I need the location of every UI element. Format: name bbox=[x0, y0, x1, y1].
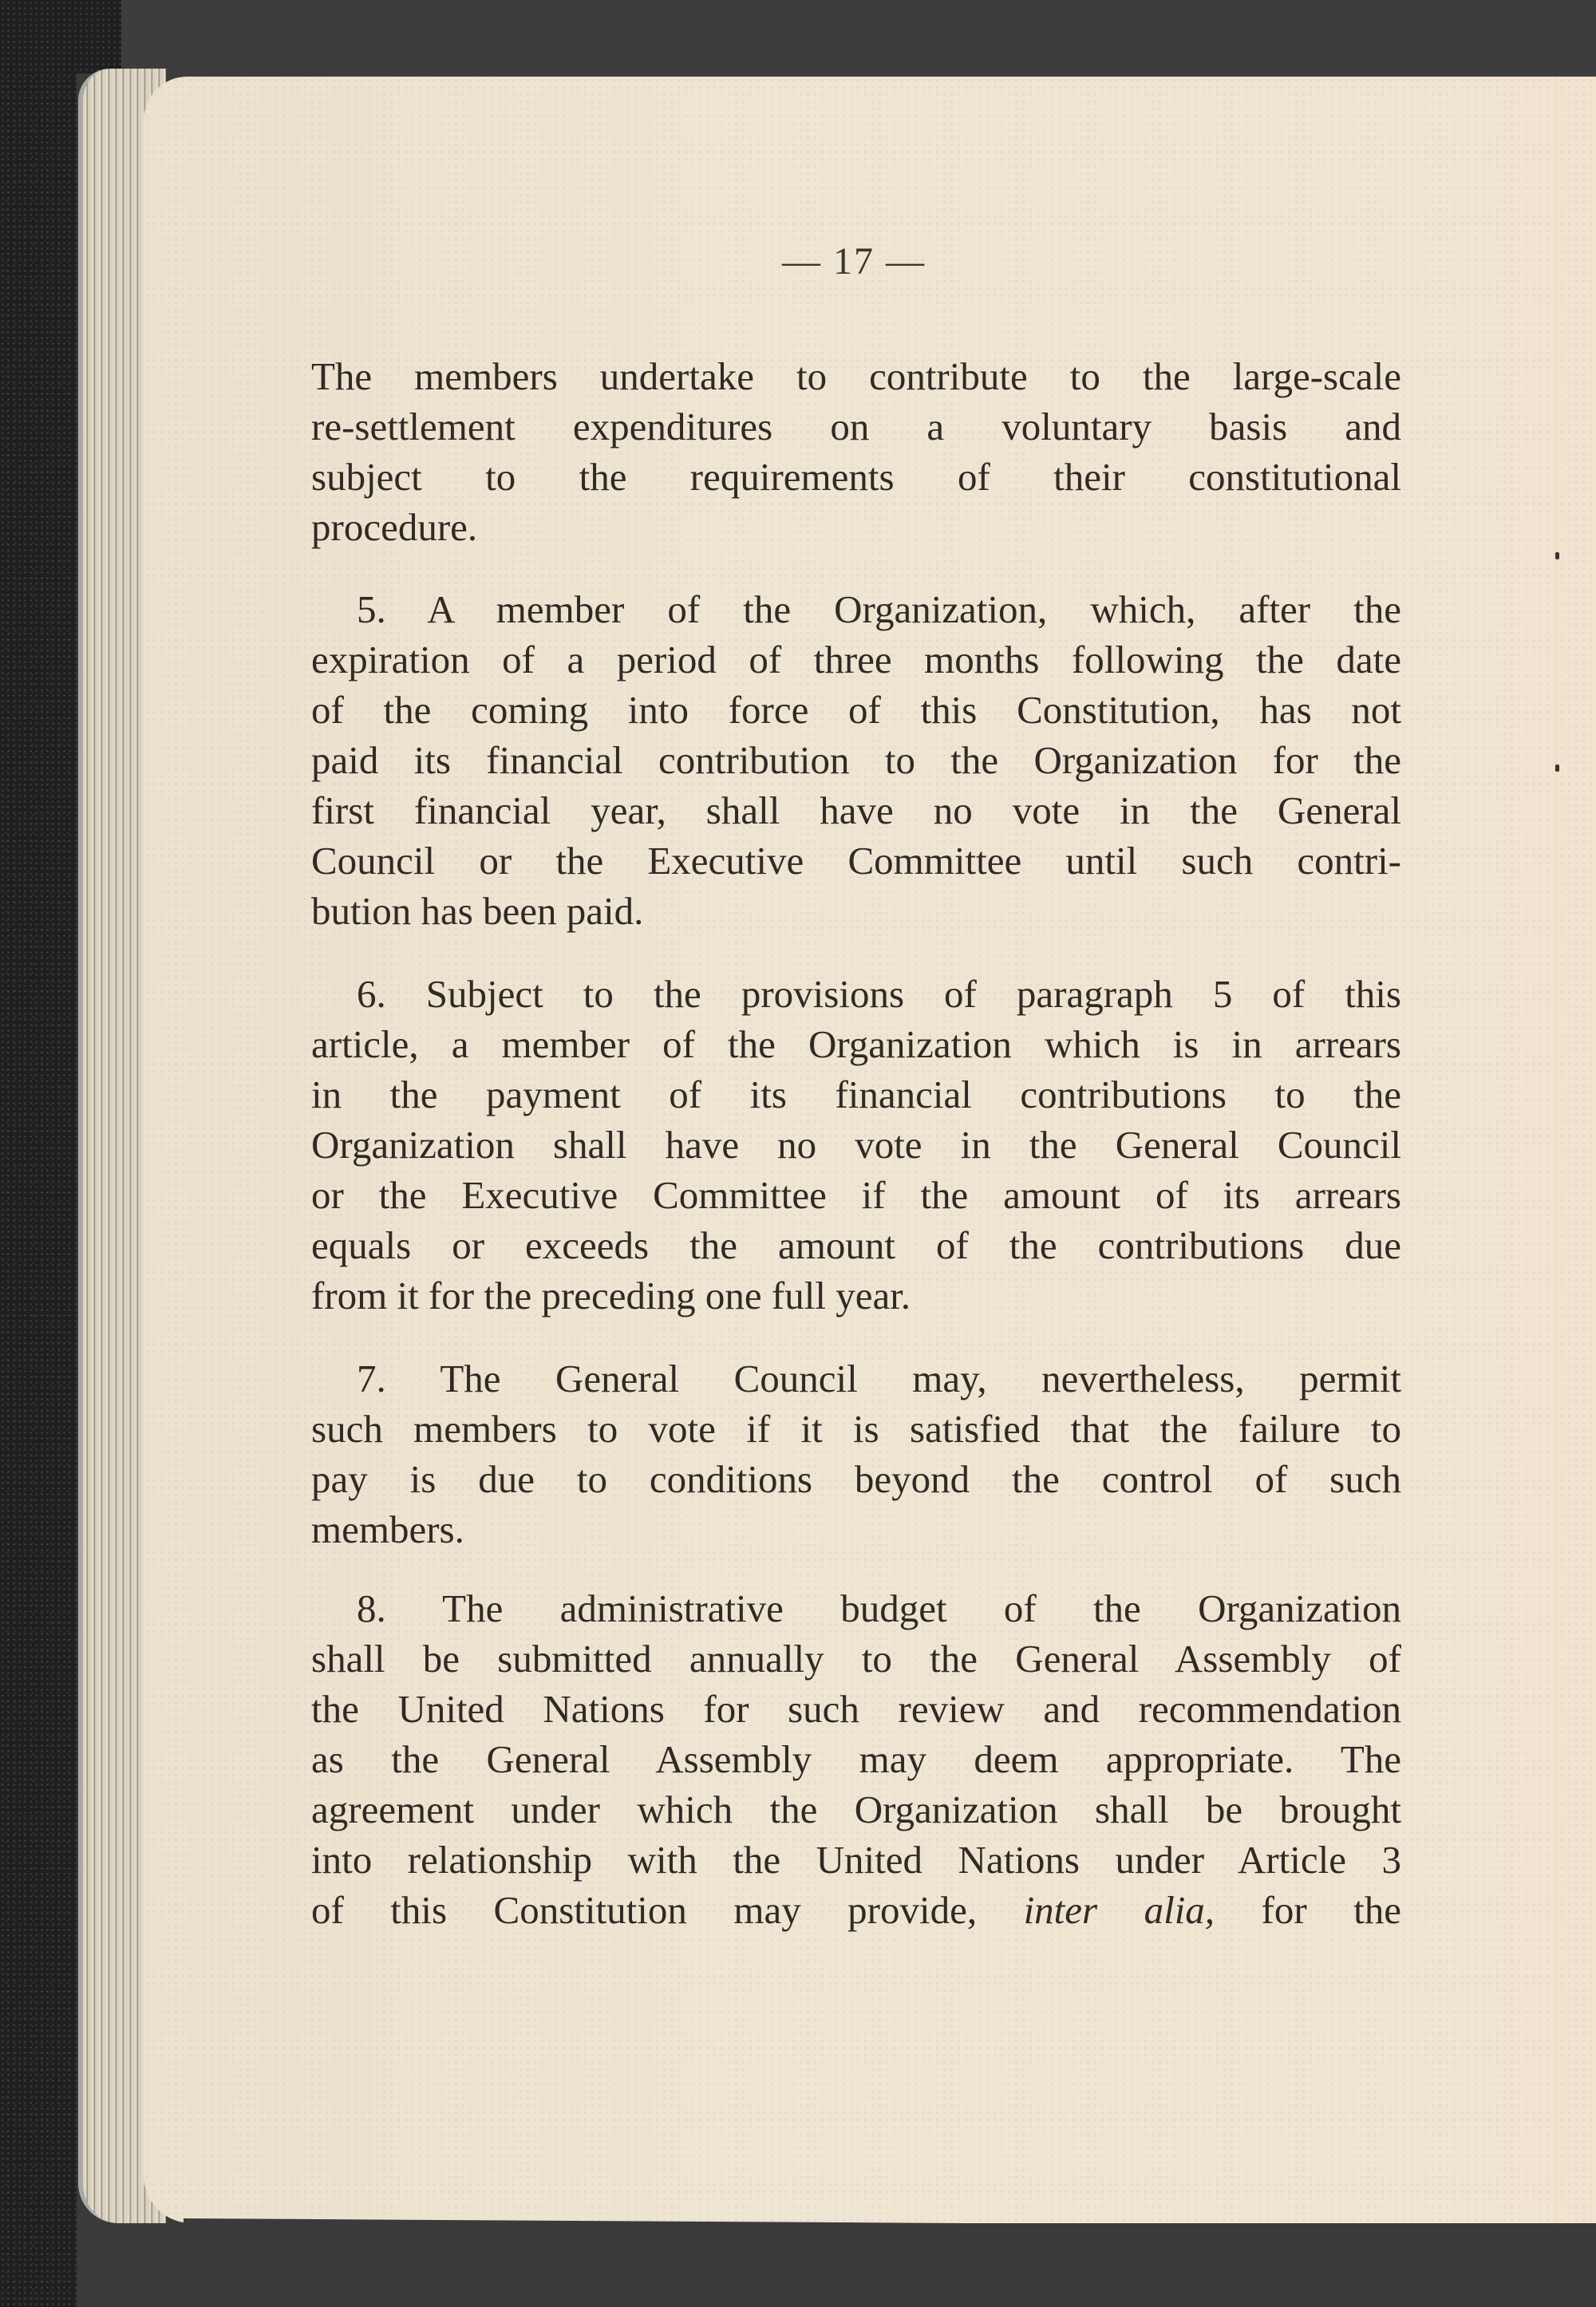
text-line: from it for the preceding one full year. bbox=[311, 1274, 911, 1317]
text-line: 7. The General Council may, nevertheless, permit bbox=[357, 1357, 1401, 1400]
text-line: article, a member of the Organization which is in arrears bbox=[311, 1022, 1401, 1066]
scan-background-top bbox=[121, 0, 1596, 80]
page-number: — 17 — bbox=[782, 240, 926, 282]
book-cover-edge-top bbox=[0, 0, 121, 73]
book-gutter bbox=[1555, 77, 1559, 2223]
book-cover-edge bbox=[0, 0, 77, 2307]
paragraph-7 bbox=[311, 1353, 1401, 1554]
text-line: such members to vote if it is satisfied that the failure to bbox=[311, 1407, 1401, 1451]
text-line: 8. The administrative budget of the Organization bbox=[357, 1586, 1401, 1630]
text-line: as the General Assembly may deem appropriate. The bbox=[311, 1737, 1401, 1781]
binding-stitch-mark bbox=[1555, 764, 1559, 772]
text-line: procedure. bbox=[311, 505, 478, 549]
text-line: bution has been paid. bbox=[311, 889, 644, 933]
text-line: Organization shall have no vote in the General Council bbox=[311, 1123, 1401, 1167]
text-line: equals or exceeds the amount of the contributions due bbox=[311, 1223, 1401, 1267]
text-segment: of this Constitution may provide, bbox=[311, 1888, 978, 1932]
italic-phrase: inter alia, bbox=[1023, 1888, 1215, 1932]
text-line: paid its financial contribution to the Organization for the bbox=[311, 738, 1401, 782]
text-line: the United Nations for such review and recommendation bbox=[311, 1687, 1401, 1731]
paragraph-8 bbox=[311, 1583, 1401, 1935]
text-line: of the coming into force of this Constitution, has not bbox=[311, 688, 1401, 732]
text-line: first financial year, shall have no vote in the General bbox=[311, 788, 1401, 832]
text-line: subject to the requirements of their constitutional bbox=[311, 455, 1401, 499]
text-line: into relationship with the United Nations under Article 3 bbox=[311, 1838, 1401, 1882]
paragraph-intro bbox=[311, 351, 1401, 552]
binding-stitch-mark bbox=[1555, 552, 1559, 559]
text-line: pay is due to conditions beyond the control of such bbox=[311, 1457, 1401, 1501]
text-segment: for the bbox=[1261, 1888, 1401, 1932]
text-line: expiration of a period of three months following the date bbox=[311, 638, 1401, 681]
paragraph-6 bbox=[311, 969, 1401, 1321]
text-line: agreement under which the Organization shall be brought bbox=[311, 1788, 1401, 1831]
text-line: 5. A member of the Organization, which, after the bbox=[357, 587, 1401, 631]
text-line: in the payment of its financial contributions to the bbox=[311, 1073, 1401, 1116]
text-line: Council or the Executive Committee until such contri- bbox=[311, 839, 1401, 883]
text-line: shall be submitted annually to the General Assembly of bbox=[311, 1637, 1401, 1681]
text-line: or the Executive Committee if the amount of its arrears bbox=[311, 1173, 1401, 1217]
text-line: re-settlement expenditures on a voluntary basis and bbox=[311, 405, 1401, 448]
text-line: The members undertake to contribute to the large-scale bbox=[311, 354, 1401, 398]
text-line-with-italic bbox=[311, 1885, 1401, 1935]
paragraph-5 bbox=[311, 584, 1401, 936]
text-line: members. bbox=[311, 1507, 464, 1551]
text-line: 6. Subject to the provisions of paragraph 5 of this bbox=[357, 972, 1401, 1016]
